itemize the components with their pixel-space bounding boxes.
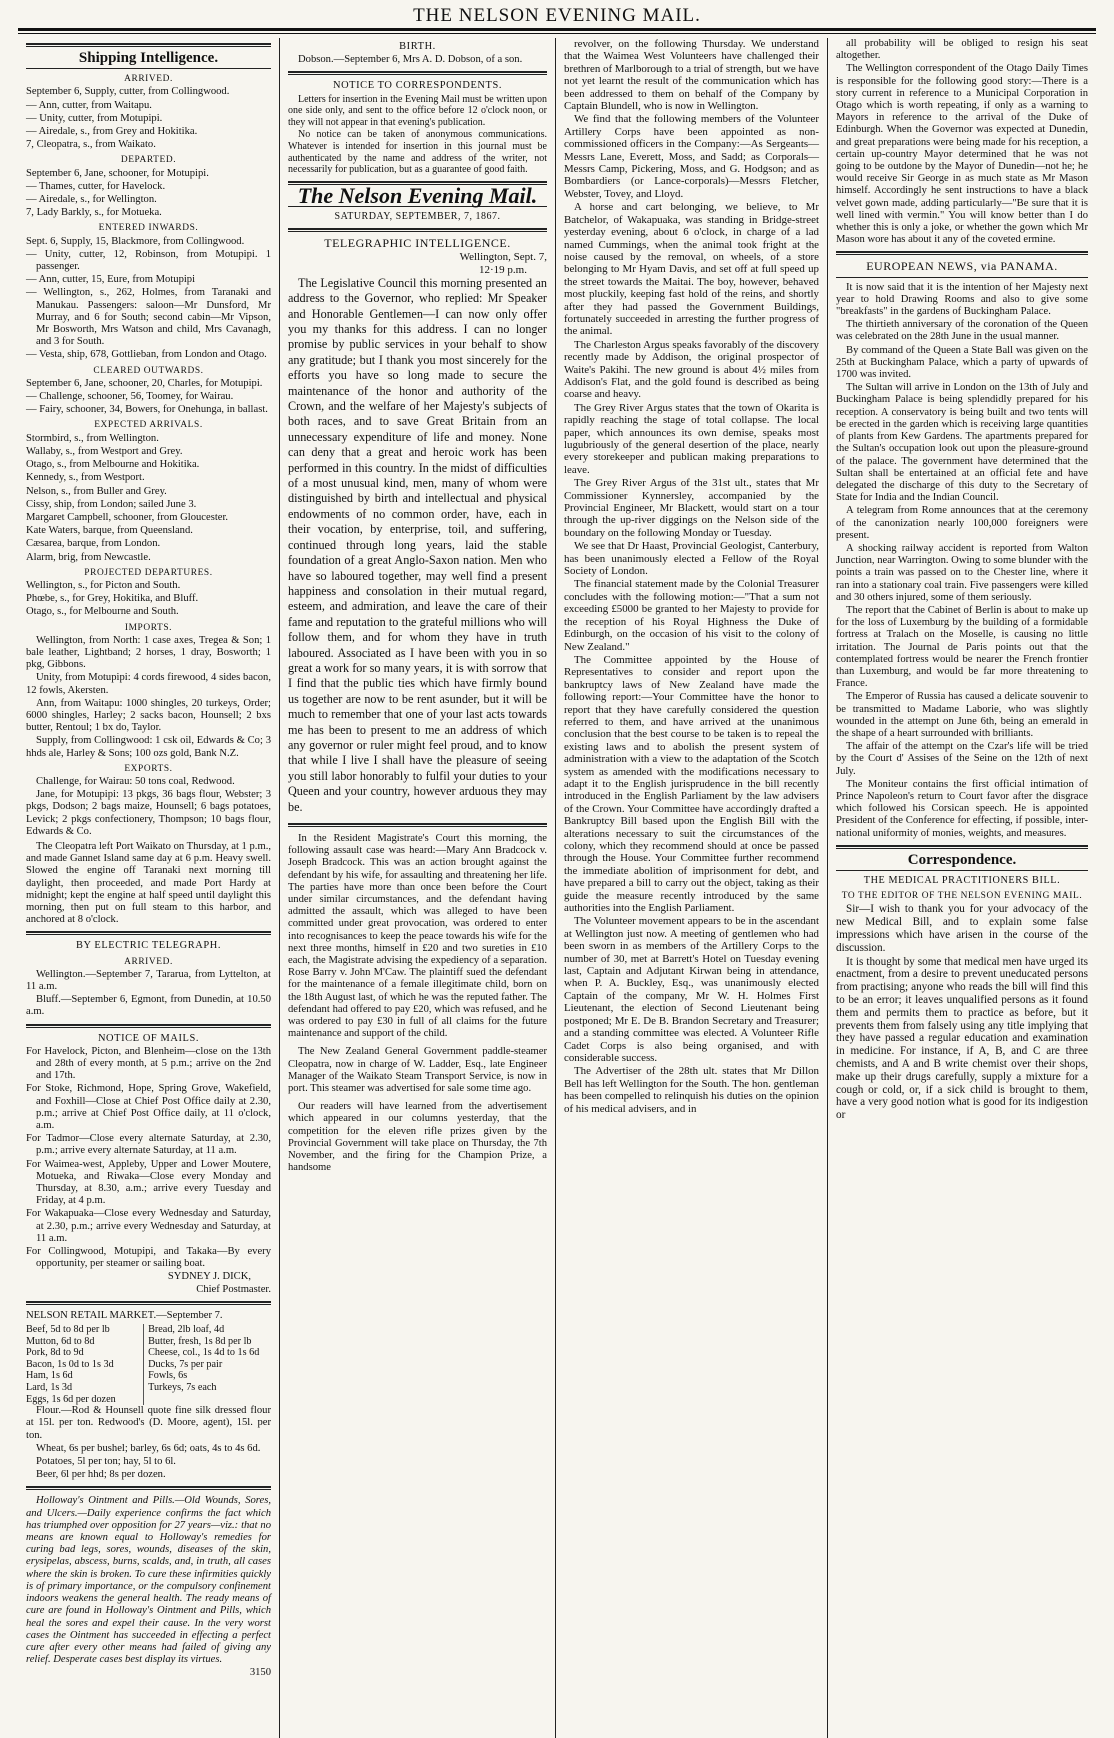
table-cell: Fowls, 6s [148, 1370, 188, 1382]
list-item: A telegram from Rome announces that at the ceremony of the canonization nearly 100,000 foreigners were present. [836, 505, 1088, 541]
medical-bill-addressee: TO THE EDITOR OF THE NELSON EVENING MAIL. [841, 891, 1083, 902]
column-4 [828, 38, 1096, 1738]
market-notes [26, 1405, 271, 1481]
list-item: Letters for insertion in the Evening Mail must be written upon one side only, and sent to the office before 12 o'clock noon, or they will not appear in that evening's publication. [288, 93, 547, 128]
expected-heading: EXPECTED ARRIVALS. [94, 420, 203, 431]
rule [26, 1301, 271, 1305]
list-item: Wallaby, s., from Westport and Grey. [26, 445, 183, 457]
list-item: Bluff.—September 6, Egmont, from Dunedin, at 10.50 a.m. [26, 994, 271, 1018]
table-cell [144, 1394, 271, 1406]
rule [26, 1024, 271, 1028]
list-item: — Wellington, s., 262, Holmes, from Taranaki and Manukau. Passengers: saloon—Mr Dunsford, Mr Murray, and 6 for South; second cabin—Mr Vipson, Mr Bosworth, Mrs Watson and child, Mrs Cavanagh, and 3 for South. [26, 287, 271, 348]
list-item: Ann, from Waitapu: 1000 shingles, 20 turkeys, Order; 6000 shingles, Harley; 2 sacks bacon, Hounsell; 2 bxs butter, Rentoul; 1 bx do, Taylor. [26, 697, 271, 734]
table-row [26, 1394, 271, 1406]
list-item: — Ann, cutter, from Waitapu. [26, 99, 152, 111]
list-item: Unity, from Motupipi: 4 cords firewood, 4 sides bacon, 12 fowls, Akersten. [26, 672, 271, 696]
list-item: The thirtieth anniversary of the coronation of the Queen was celebrated on the 28th June in the usual manner. [836, 319, 1088, 343]
list-item: Flour.—Rod & Hounsell quote fine silk dressed flour at 15l. per ton. Redwood's (D. Moore, agent), 15l. per ton. [26, 1405, 271, 1441]
list-item: By command of the Queen a State Ball was given on the 25th at Buckingham Palace, which a party of upwards of 1700 was invited. [836, 344, 1088, 381]
rule [836, 870, 1088, 871]
list-item: For Havelock, Picton, and Blenheim—close on the 13th and 28th of every month, at 5 p.m.; arrive on the 2nd and 17th. [26, 1045, 271, 1082]
list-item: — Fairy, schooner, 34, Bowers, for Onehunga, in ballast. [26, 404, 268, 416]
list-item: 7, Lady Barkly, s., for Motueka. [26, 207, 162, 219]
telegraphic-heading: TELEGRAPHIC INTELLIGENCE. [324, 236, 511, 251]
masthead: THE NELSON EVENING MAIL. [413, 5, 701, 26]
list-item: The affair of the attempt on the Czar's life will be tried by the Court d' Assises of the Seine on the 12th of next July. [836, 741, 1088, 777]
list-item: Alarm, brig, from Newcastle. [26, 551, 151, 563]
list-item: September 6, Jane, schooner, for Motupipi. [26, 167, 209, 179]
list-item: Cæsarea, barque, from London. [26, 538, 161, 550]
projected-heading: PROJECTED DEPARTURES. [84, 567, 213, 578]
list-item: Sept. 6, Supply, 15, Blackmore, from Collingwood. [26, 235, 245, 247]
list-item: — Ann, cutter, 15, Eure, from Motupipi [26, 274, 196, 286]
telegraphic-place: Wellington, Sept. 7, [459, 251, 547, 264]
cleared-list [26, 378, 271, 417]
column-3 [556, 38, 828, 1738]
table-row [26, 1336, 271, 1348]
table-cell: Ducks, 7s per pair [148, 1358, 223, 1370]
court-report: In the Resident Magistrate's Court this morning, the following assault case was heard:—Mary Ann Bradcock v. Joseph Bradcock. This was an action brought against the defendant by his wife, for assaulting and threatening her life. The parties have more than once been before the Court under similar circumstances, and the defendant having admitted the assault, which was alleged to have been committed under great provocation, was ordered to enter into recognisances to keep the peace towards his wife for the next three months, himself in £20 and two sureties in £10 each, the Magistrate advising the expediency of a separation. Rose Barry v. John M'Caw. The plaintiff sued the defendant for the maintenance of a female illegitimate child, born on the 18th August last, of which he was the reputed father. The defendant had offered to pay £20, which was refused, and he was ordered to pay £30 in full of all claims for the future maintenance and support of the child. [288, 833, 547, 1040]
table-row [26, 1324, 271, 1336]
rule [26, 68, 271, 69]
list-item: — Unity, cutter, 12, Robinson, from Motupipi. 1 passenger. [26, 248, 271, 273]
shipping-title: Shipping Intelligence. [78, 50, 219, 66]
list-item: For Stoke, Richmond, Hope, Spring Grove, Wakefield, and Foxhill—Close at Chief Post Office daily at 2.30, p.m.; arrive at Chief Post Office daily, at 11 o'clock, a.m. [26, 1083, 271, 1132]
column-1 [18, 38, 280, 1738]
table-row [26, 1370, 271, 1382]
birth-notice: Dobson.—September 6, Mrs A. D. Dobson, of a son. [298, 54, 523, 66]
expected-list [26, 433, 271, 564]
list-item: Wellington, s., for Picton and South. [26, 579, 181, 591]
table-cell: Turkeys, 7s each [148, 1382, 217, 1394]
table-row [26, 1347, 271, 1359]
list-item: For Wakapuaka—Close every Wednesday and Saturday, at 2.30, p.m.; arrive every Wednesday and Saturday, at 11 a.m. [26, 1208, 271, 1244]
telegraphic-time: 12·19 p.m. [479, 263, 527, 276]
list-item: The Grey River Argus states that the town of Okarita is rapidly reaching the stage of total collapse. The local paper, which announces its own demise, speaks most lugubriously of the general desertion of the place, nearly every storekeeper and publican making preparations to leave. [564, 401, 819, 476]
rule [26, 931, 271, 935]
rule [288, 71, 547, 75]
list-item: Sir—I wish to thank you for your advocacy of the new Medical Bill, and to explain some false impressions which have arisen in the course of the discussion. [836, 903, 1088, 954]
table-row [26, 1359, 271, 1371]
list-item: all probability will be obliged to resign his seat altogether. [836, 38, 1088, 62]
european-news [836, 282, 1088, 840]
paper-title: The Nelson Evening Mail. [297, 182, 538, 208]
table-cell: Beef, 5d to 8d per lb [26, 1324, 144, 1336]
rule [26, 1486, 271, 1490]
departed-heading: DEPARTED. [120, 155, 177, 166]
correspondents-notice [288, 94, 547, 176]
medical-bill-heading: THE MEDICAL PRACTITIONERS BILL. [863, 875, 1061, 886]
rifle-prizes: Our readers will have learned from the advertisement which appeared in our columns yesterday, that the competition for the eleven rifle prizes given by the Provincial Government will take place on Thursday, the 7th November, and the firing for the Champion Prize, a handsome [288, 1101, 547, 1174]
list-item: The Grey River Argus of the 31st ult., states that Mr Commissioner Kynnersley, accompanied by the Provincial Engineer, Mr Blackett, would start on a tour through the up-river diggings on the Nelson side of the boundary on the following Monday or Tuesday. [564, 477, 819, 539]
list-item: — Airedale, s., for Wellington. [26, 194, 157, 206]
telegraphic-body: The Legislative Council this morning presented an address to the Governor, who replied: Mr Speaker and Honorable Gentlemen—I can now only offer you my thanks for this address. I can no longer promise by public services in your behalf to show any gratitude; but I thank you most sincerely for the efforts you have so long made to secure the maintenance of the honor and authority of the Crown, and the welfare of her Majesty's subjects of both races, and to save Great Britain from an unnecessary expenditure of life and money. None can deny that a great and heroic work has been performed in this country. In the midst of difficulties of a most unusual kind, men, many of whom were distinguished by birth and intellectual and physical endowments of no common order, have, each in their vocation, by enterprise, toil, and suffering, continued through long years, laid the stable foundation of a great Anglo-Saxon nation. Men who have so laboured together, may well find a present happiness and consolation in their mutual regard, esteem, and admiration, and leave the care of their fame and reputation to the grateful millions who will follow them, and for whom they have in truth laboured. Associated as I have been with you in so great a work for so many years, it is with sorrow that I find that the public ties which have firmly bound us together are now to be rent asunder, but it will be much to remember that one of your last acts towards me has been to present to me an address of which any governor or ruler might feel proud, and to know that while I live I shall have the pleasure of seeing you still labor honorably to fulfil your duties to your Queen and your country, however arduous they may be. [288, 275, 547, 814]
rule [836, 277, 1088, 278]
list-item: We see that Dr Haast, Provincial Geologist, Canterbury, has been unanimously elected a Fellow of the Royal Society of London. [564, 540, 819, 578]
list-item: Wheat, 6s per bushel; barley, 6s 6d; oats, 4s to 4s 6d. [36, 1442, 261, 1454]
list-item: Nelson, s., from Buller and Grey. [26, 485, 167, 497]
entered-heading: ENTERED INWARDS. [98, 223, 199, 234]
list-item: The Moniteur contains the first official intimation of Prince Napoleon's return to Court favor after the disgrace which followed his Corsican speech. He is appointed President of the Conference for effecting, if possible, inter-national uniformity of monies, weights, and measures. [836, 778, 1088, 839]
list-item: The Sultan will arrive in London on the 13th of July and Buckingham Palace is being splendidly prepared for his reception. A conservatory is being built and two tents will be erected in the garden which is receiving large quantities of plants from Kew Gardens. The apartments prepared for the Sultan's occupation look out upon the pleasure-ground of the palace. The government have determined that the Sultan shall be entertained at an official fete and have delegated the discharge of this duty to the Secretary of State for India and the Indian Council. [836, 382, 1088, 504]
column-2 [280, 38, 556, 1738]
arrived-heading: ARRIVED. [124, 74, 173, 85]
list-item: — Thames, cutter, for Havelock. [26, 180, 166, 192]
mails-heading: NOTICE OF MAILS. [97, 1032, 200, 1044]
list-item: For Tadmor—Close every alternate Saturday, at 2.30, p.m.; arrive every alternate Saturday, at 11 a.m. [26, 1133, 271, 1157]
exports-heading: EXPORTS. [124, 763, 173, 774]
list-item: For Collingwood, Motupipi, and Takaka—By every opportunity, per steamer or sailing boat. [26, 1246, 271, 1270]
projected-list [26, 580, 271, 619]
list-item: The Wellington correspondent of the Otago Daily Times is responsible for the following good story:—There is a story current in reference to a Municipal Corporation in Otago which is worth repeating, if only as a warning to Mayors in reference to the arrival of the Duke of Edinburgh. When the Governor was expected at Dunedin, and great preparations were being made for his reception, a certain up-country Mayor determined that he was not going to be outdone by the Mayor of Dunedin—not he; he would receive Sir George in as much state as Mr Mason himself. Accordingly he sent instructions to have a black velvet gown made, adding particularly—"Be sure that it is well lined with vermin." You will know better than I do whether this is only a joke, or whether the gown which Mr Mason wore has about it any of the coveted ermine. [836, 63, 1088, 246]
rule [288, 228, 547, 232]
list-item: We find that the following members of the Volunteer Artillery Corps have been appointed as non-commissioned officers in the Company:—As Sergeants—Messrs Lane, Everett, Moss, and Sadd; as Corporals—Messrs Camp, Pickering, Moss, and G. Hodgson; and as Bombardiers (or Lance-corporals)—Messrs Fletcher, Webster, Tovey, and Lloyd. [564, 113, 819, 200]
correspondents-heading: NOTICE TO CORRESPONDENTS. [332, 80, 503, 92]
list-item: Jane, for Motupipi: 13 pkgs, 36 bags flour, Webster; 3 pkgs, Dodson; 2 bags maize, Hounsell; 6 bags potatoes, Levick; 2 pkgs confectionery, Thompson; 10 bags flour, Edwards & Co. [26, 789, 271, 837]
issue-date: SATURDAY, SEPTEMBER, 7, 1867. [334, 210, 501, 222]
holloway-advert: Holloway's Ointment and Pills.—Old Wounds, Sores, and Ulcers.—Daily experience confirms the fact which has triumphed over opposition for 27 years—viz.: that no means are known equal to Holloway's remedies for curing bad legs, sores, wounds, diseases of the skin, erysipelas, abscess, burns, scalds, and, in truth, all cases where the skin is broken. To cure these infirmities quickly is of primary importance, or the compulsory confinement indoors weakens the general health. The ready means of cure are found in Holloway's Ointment and Pills, which heal the sores and expel their cause. In the very worst cases the Ointment has succeeded in effecting a perfect cure after every other means had failed of giving any relief. Desperate cases best display its virtues. [26, 1495, 271, 1666]
holloway-number: 3150 [249, 1667, 271, 1679]
correspondence-heading: Correspondence. [907, 851, 1017, 868]
list-item: September 6, Supply, cutter, from Collingwood. [26, 86, 230, 98]
list-item: September 6, Jane, schooner, 20, Charles, for Motupipi. [26, 377, 263, 389]
list-item: Challenge, for Wairau: 50 tons coal, Redwood. [36, 775, 235, 787]
list-item: 7, Cleopatra, s., from Waikato. [26, 139, 156, 151]
list-item: Otago, s., from Melbourne and Hokitika. [26, 459, 200, 471]
rule [836, 845, 1088, 849]
list-item: Cissy, ship, from London; sailed June 3. [26, 498, 197, 510]
wellington-story [836, 38, 1088, 246]
arrived-list [26, 86, 271, 151]
cleopatra-report: The Cleopatra left Port Waikato on Thursday, at 1 p.m., and made Gannet Island same day at 6 p.m. Heavy swell. Slowed the engine off Taranaki next morning till daylight, then proceeded, and made Port Hardy at midnight; kept the engine at half speed until daylight this morning, then put on full steam to this harbor, and anchored at 8 o'clock. [26, 840, 271, 926]
table-cell: Butter, fresh, 1s 8d per lb [148, 1335, 252, 1347]
electric-heading: BY ELECTRIC TELEGRAPH. [75, 940, 222, 952]
list-item: Wellington.—September 7, Tararua, from Lyttelton, at 11 a.m. [26, 968, 271, 993]
masthead-rule [18, 28, 1096, 34]
mails-signature-title: Chief Postmaster. [196, 1283, 271, 1295]
table-cell: Lard, 1s 3d [26, 1382, 144, 1394]
list-item: The report that the Cabinet of Berlin is about to make up for the loss of Luxemburg by the building of a formidable fortress at Tralach on the Moselle, is causing no little irritation. The Journal de Paris points out that the contemplated fortress would be nearer the French frontier than Luxemburg, and would be far more threatening to France. [836, 604, 1088, 690]
imports-heading: IMPORTS. [124, 622, 173, 633]
list-item: For Waimea-west, Appleby, Upper and Lower Moutere, Motueka, and Riwaka—Close every Monday and Thursday, at 8.30, a.m.; arrive every Tuesday and Friday, at 4 p.m. [26, 1158, 271, 1207]
list-item: Wellington, from North: 1 case axes, Tregea & Son; 1 bale leather, Lightband; 2 horses, 1 dray, Bosworth; 1 pkg, Gibbons. [26, 634, 271, 671]
rule [288, 823, 547, 827]
list-item: The Emperor of Russia has caused a delicate souvenir to be transmitted to Madame Laborie, who was slightly wounded in the attempt on June 6th, being an emerald in the shape of a heart surrounded with brilliants. [836, 691, 1088, 739]
cleared-heading: CLEARED OUTWARDS. [93, 365, 204, 376]
list-item: — Unity, cutter, from Motupipi. [26, 112, 163, 124]
table-cell: Pork, 8d to 9d [26, 1347, 144, 1359]
list-item: revolver, on the following Thursday. We understand that the Waimea West Volunteers have challenged their brethren of Marlborough to a trial of strength, but we have not yet learnt the result of the communication which has been addressed to them on behalf of the Company by Captain Blundell, who is now in Wellington. [564, 38, 819, 113]
departed-list [26, 168, 271, 220]
list-item: Kennedy, s., from Westport. [26, 472, 145, 484]
cleopatra-steamer: The New Zealand General Government paddle-steamer Cleopatra, now in charge of W. Ladder, Esq., late Engineer Manager of the Waikato Steam Transport Service, is now in port. This steamer was advertised for sale some time ago. [288, 1046, 547, 1095]
medical-bill-letter [836, 903, 1088, 1122]
list-item: — Vesta, ship, 678, Gottlieban, from London and Otago. [26, 349, 267, 361]
list-item: The Advertiser of the 28th ult. states that Mr Dillon Bell has left Wellington for the South. The hon. gentleman has been compelled to relinquish his duties on the opinion of his medical advisers, and in [564, 1065, 819, 1115]
list-item: Otago, s., for Melbourne and South. [26, 606, 179, 618]
list-item: The Charleston Argus speaks favorably of the discovery recently made by Addison, the original prospector of Waite's Pakihi. The new ground is about 4½ miles from Addison's Flat, and the gold found is described as being coarse and heavy. [564, 338, 819, 401]
rule [26, 43, 271, 47]
table-cell: Bread, 2lb loaf, 4d [148, 1324, 225, 1336]
electric-list [26, 969, 271, 1019]
table-row [26, 1382, 271, 1394]
list-item: The Committee appointed by the House of Representatives to consider and report upon the bankruptcy laws of New Zealand have made the following report:—Your Committee have the honor to report that they have carefully considered the question referred to them, and have arrived at the unanimous conclusion that the best course to be taken is to repeal the existing laws and to abolish the present system of administration with a view to the adaptation of the Scotch system as amended with the modifications necessary to adapt it to the English jurisprudence in the bill recently introduced in the English Parliament by the law advisers of the Crown. Your Committee have accordingly drafted a Bankruptcy Bill based upon the English Bill with the alterations necessary to suit the circumstances of the colony, which they recommend should at once be passed through the House. Your Committee further recommend the immediate abolition of imprisonment for debt, and have prepared a bill to carry out the object, taking as their guide the measure recently introduced by the same authorities into the English Parliament. [564, 653, 819, 915]
list-item: Potatoes, 5l per ton; hay, 5l to 6l. [36, 1456, 176, 1468]
list-item: It is thought by some that medical men have urged its enactment, from a desire to prevent uneducated persons from practising; anyone who reads the bill will find this to be an error; it leaves unqualified persons as it found them and permits them to practice as before, but it prevents them from falsely using any title implying that they have passed a regular education and examination in medicine. For instance, if A, B, and C are three chemists, and A and B write chemist over their shops, make up their drugs carefully, supply a mixture for a cough or cold, or, if a sick child is brought to them, have a very good notion what is good for its indigestion or [836, 955, 1088, 1122]
table-cell: Bacon, 1s 0d to 1s 3d [26, 1359, 144, 1371]
table-cell: Ham, 1s 6d [26, 1370, 144, 1382]
european-news-heading: EUROPEAN NEWS, via PANAMA. [866, 259, 1058, 274]
list-item: No notice can be taken of anonymous communications. Whatever is intended for insertion in this journal must be authenticated by the name and address of the writer, not necessarily for publication, but as a guarantee of good faith. [288, 129, 547, 176]
list-item: Margaret Campbell, schooner, from Gloucester. [26, 511, 229, 523]
market-table [26, 1324, 271, 1405]
list-item: Beer, 6l per hhd; 8s per dozen. [36, 1469, 166, 1481]
columns [18, 38, 1096, 1738]
list-item: A horse and cart belonging, we believe, to Mr Batchelor, of Wakapuaka, was standing in Bridge-street yesterday evening, about 6 o'clock, in charge of a lad named Cummings, when the animal took fright at the noise caused by the removal, on wheels, of a store belonging to Mr Hyam Davis, and set off at full speed up the street towards the Maitai. The boy, however, behaved most pluckily, keeping fast hold of the reins, and shortly after they had passed the Government Buildings, fortunately succeeded in arresting the further progress of the animal. [564, 201, 819, 338]
mails-list [26, 1046, 271, 1271]
table-cell: Eggs, 1s 6d per dozen [26, 1394, 144, 1406]
table-cell: Mutton, 6d to 8d [26, 1336, 144, 1348]
mails-signature-name: SYDNEY J. DICK, [167, 1271, 251, 1283]
market-heading: NELSON RETAIL MARKET.—September 7. [26, 1309, 223, 1321]
list-item: The Volunteer movement appears to be in the ascendant at Wellington just now. A meeting of gentlemen who had been sworn in as members of the Artillery Corps to the number of 30, met at Barrett's Hotel on Tuesday evening last, Captain and Adjutant Kirwan being in attendance, when P. A. Buckley, Esq., was unanimously elected Captain of the company, Mr W. H. Holmes First Lieutenant, the election of Second Lieutenant being postponed; Mr E. De B. Brandon Secretary and Treasurer; and a standing committee was elected. A Volunteer Rifle Cadet Corps is also being organised, and with considerable success. [564, 915, 819, 1064]
imports-list [26, 635, 271, 760]
list-item: The financial statement made by the Colonial Treasurer concludes with the following motion:—"That a sum not exceeding £5000 be granted to her Majesty to provide for the reception of his Royal Highness the Duke of Edinburgh, on the occasion of his visit to the colony of New Zealand." [564, 578, 819, 653]
rule [836, 251, 1088, 255]
list-item: Phœbe, s., for Grey, Hokitika, and Bluff. [26, 593, 199, 605]
list-item: — Airedale, s., from Grey and Hokitika. [26, 126, 198, 138]
list-item: Supply, from Collingwood: 1 csk oil, Edwards & Co; 3 hhds ale, Harley & Sons; 100 ozs gold, Bank N.Z. [26, 735, 271, 759]
list-item: Kate Waters, barque, from Queensland. [26, 525, 193, 537]
list-item: — Challenge, schooner, 56, Toomey, for Wairau. [26, 391, 234, 403]
entered-list [26, 236, 271, 362]
list-item: Stormbird, s., from Wellington. [26, 432, 159, 444]
exports-list [26, 776, 271, 838]
list-item: It is now said that it is the intention of her Majesty next year to hold Drawing Rooms and also to give some "breakfasts" in the gardens of Buckingham Palace. [836, 281, 1088, 318]
local-news [564, 38, 819, 1115]
table-cell: Cheese, col., 1s 4d to 1s 6d [148, 1347, 260, 1359]
list-item: A shocking railway accident is reported from Walton Junction, near Warrington. Owing to some blunder with the points a train was passed on to the Chester line, where it ran into a stationary coal train. Five passengers were killed and 30 others injured, some of them seriously. [836, 542, 1088, 603]
birth-heading: BIRTH. [399, 41, 436, 52]
electric-subheading: ARRIVED. [124, 956, 173, 967]
